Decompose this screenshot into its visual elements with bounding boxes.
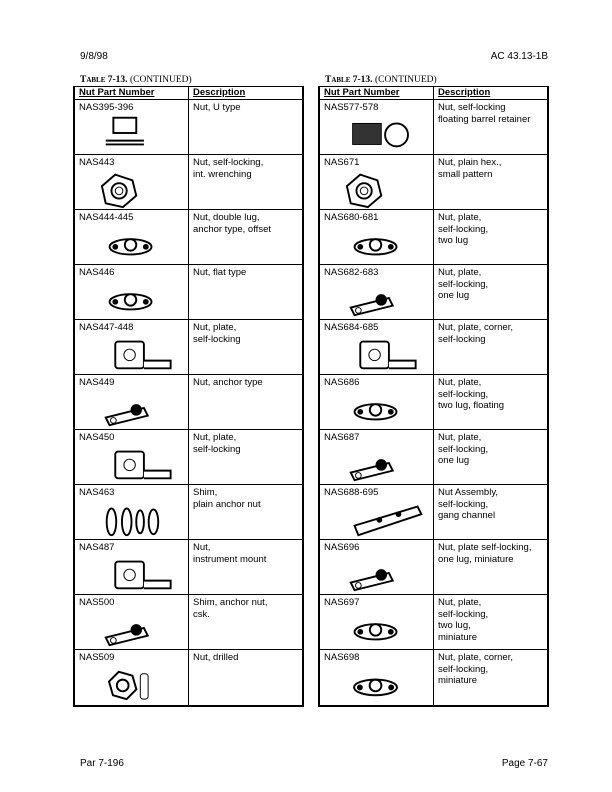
plate-nut-icon [75, 332, 188, 374]
part-cell [320, 320, 434, 374]
part-number: NAS444-445 [79, 212, 134, 223]
header-date: 9/8/98 [80, 51, 108, 62]
part-number: NAS449 [79, 377, 115, 388]
caption-suffix: (CONTINUED) [129, 75, 192, 85]
part-number: NAS487 [79, 542, 115, 553]
part-description: Nut, plate self-locking, one lug, miniature [438, 542, 532, 565]
part-cell [75, 485, 189, 539]
table-header [75, 87, 302, 100]
table-row [320, 155, 547, 210]
part-description: Nut, self-locking floating barrel retainer [438, 102, 531, 125]
part-number: NAS500 [79, 597, 115, 608]
part-cell [75, 375, 189, 429]
barrel-nut-icon [320, 112, 433, 154]
part-number: NAS450 [79, 432, 115, 443]
caption-suffix: (CONTINUED) [374, 75, 437, 85]
part-number: NAS671 [324, 157, 360, 168]
table-row [75, 210, 302, 265]
part-description: Nut, plate, self-locking, two lug, floating [438, 377, 505, 411]
part-number: NAS686 [324, 377, 360, 388]
part-number: NAS697 [324, 597, 360, 608]
part-cell [75, 320, 189, 374]
table-row [320, 430, 547, 485]
hex-nut-icon [320, 167, 433, 209]
table-row [320, 210, 547, 265]
one-lug-plate-nut-icon [320, 277, 433, 319]
part-description: Nut, plate, corner, self-locking [438, 322, 513, 345]
table-header [320, 87, 547, 100]
part-description: Nut, plate, self-locking, two lug, miniature [438, 597, 489, 643]
part-cell [75, 210, 189, 264]
part-cell [320, 595, 434, 649]
gang-channel-icon [320, 497, 433, 539]
corner-plate-nut-icon [320, 332, 433, 374]
part-cell [75, 430, 189, 484]
plate-nut-bracket-icon [75, 442, 188, 484]
part-number: NAS696 [324, 542, 360, 553]
part-cell [320, 375, 434, 429]
table-row [75, 485, 302, 540]
instrument-mount-nut-icon [75, 552, 188, 594]
left-table-caption [80, 75, 192, 85]
part-description: Shim, anchor nut, csk. [193, 597, 268, 620]
table-row [320, 650, 547, 705]
part-description: Nut, plate, self-locking, two lug [438, 212, 489, 246]
table-row [75, 265, 302, 320]
part-number: NAS682-683 [324, 267, 379, 278]
part-description: Nut, instrument mount [193, 542, 267, 565]
part-number: NAS395-396 [79, 102, 134, 113]
table-row [320, 265, 547, 320]
part-description: Nut, plate, self-locking [193, 432, 241, 455]
caption-label: Table 7-13. [325, 75, 373, 85]
part-cell [320, 265, 434, 319]
caption-label: Table 7-13. [80, 75, 128, 85]
part-cell [75, 100, 189, 154]
right-nut-table [318, 86, 549, 707]
miniature-corner-nut-icon [320, 662, 433, 705]
header-doc-id: AC 43.13-1B [490, 51, 548, 62]
part-number: NAS443 [79, 157, 115, 168]
part-description: Nut, anchor type [193, 377, 263, 388]
part-cell [75, 650, 189, 705]
part-cell [320, 650, 434, 705]
part-number: NAS509 [79, 652, 115, 663]
double-lug-anchor-nut-icon [75, 222, 188, 264]
part-description: Nut, self-locking, int. wrenching [193, 157, 264, 180]
countersunk-shim-icon [75, 607, 188, 649]
table-row [320, 100, 547, 155]
table-row [75, 320, 302, 375]
part-description: Nut, drilled [193, 652, 239, 663]
col-header-part: Nut Part Number [75, 87, 189, 99]
part-description: Nut, flat type [193, 267, 247, 278]
one-lug-plate-nut-icon [320, 442, 433, 484]
table-row [320, 320, 547, 375]
miniature-two-lug-nut-icon [320, 607, 433, 649]
part-cell [75, 155, 189, 209]
part-description: Nut, plate, self-locking [193, 322, 241, 345]
part-description: Nut, plate, corner, self-locking, miniature [438, 652, 513, 686]
col-header-desc: Description [438, 87, 491, 98]
part-cell [320, 100, 434, 154]
table-row [75, 155, 302, 210]
table-row [320, 485, 547, 540]
part-cell [320, 540, 434, 594]
anchor-nut-icon [75, 387, 188, 429]
part-cell [320, 155, 434, 209]
part-cell [75, 595, 189, 649]
footer-page: Page 7-67 [501, 758, 548, 769]
part-description: Nut, plate, self-locking, one lug [438, 267, 489, 301]
col-header-part: Nut Part Number [320, 87, 434, 99]
col-header-desc: Description [193, 87, 246, 98]
part-number: NAS688-695 [324, 487, 379, 498]
table-row [75, 375, 302, 430]
part-number: NAS684-685 [324, 322, 379, 333]
part-number: NAS680-681 [324, 212, 379, 223]
part-number: NAS463 [79, 487, 115, 498]
part-number: NAS687 [324, 432, 360, 443]
part-description: Nut, plate, self-locking, one lug [438, 432, 489, 466]
part-description: Nut Assembly, self-locking, gang channel [438, 487, 499, 521]
shims-icon [75, 497, 188, 539]
part-number: NAS446 [79, 267, 115, 278]
part-number: NAS577-578 [324, 102, 379, 113]
miniature-one-lug-nut-icon [320, 552, 433, 594]
part-description: Nut, U type [193, 102, 241, 113]
flat-nut-icon [75, 277, 188, 319]
part-cell [75, 540, 189, 594]
table-row [320, 595, 547, 650]
part-cell [75, 265, 189, 319]
part-description: Shim, plain anchor nut [193, 487, 261, 510]
u-type-nut-icon [75, 112, 188, 154]
table-row [75, 100, 302, 155]
part-cell [320, 485, 434, 539]
table-row [75, 540, 302, 595]
left-nut-table [73, 86, 304, 707]
part-description: Nut, plain hex., small pattern [438, 157, 502, 180]
part-number: NAS698 [324, 652, 360, 663]
internal-wrenching-nut-icon [75, 167, 188, 209]
table-row [320, 375, 547, 430]
part-number: NAS447-448 [79, 322, 134, 333]
part-description: Nut, double lug, anchor type, offset [193, 212, 271, 235]
two-lug-plate-nut-icon [320, 222, 433, 264]
table-row [75, 595, 302, 650]
part-cell [320, 430, 434, 484]
floating-two-lug-nut-icon [320, 387, 433, 429]
footer-paragraph: Par 7-196 [80, 758, 124, 769]
table-row [75, 650, 302, 705]
drilled-nut-icon [75, 662, 188, 705]
right-table-caption [325, 75, 437, 85]
table-row [75, 430, 302, 485]
table-row [320, 540, 547, 595]
part-cell [320, 210, 434, 264]
